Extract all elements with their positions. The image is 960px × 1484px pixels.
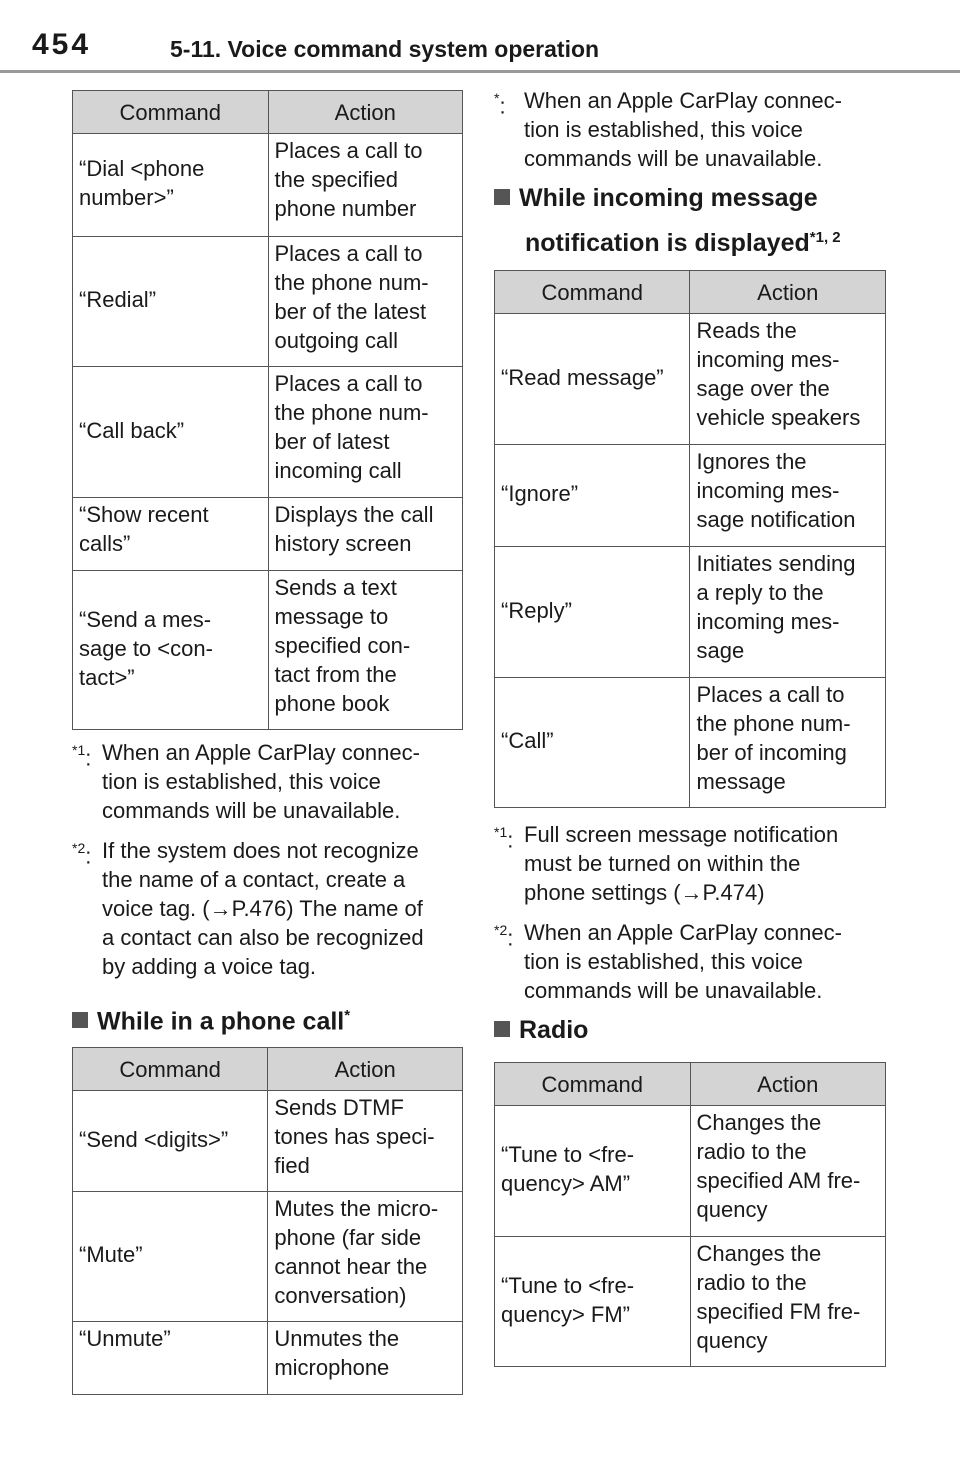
action-cell: Sends DTMF tones has speci- fied — [268, 1091, 463, 1192]
footnote-carplay: *: When an Apple CarPlay connec- tion is established, this voice commands will be unavailable. — [494, 86, 889, 173]
table-phone-call-commands — [72, 1047, 463, 1395]
command-cell: “Show recent calls” — [73, 498, 269, 571]
action-cell: Initiates sending a reply to the incoming mes- sage — [690, 547, 886, 678]
table-row — [495, 314, 886, 445]
section-heading-radio: Radio — [494, 1010, 588, 1050]
command-cell: “Unmute” — [73, 1322, 268, 1395]
footnote-1: $^{*1}$: Full screen message notification must be turned on within the phone settings (→P.474) — [494, 820, 889, 907]
table-row — [73, 134, 463, 237]
footnote-marker: *2 — [72, 840, 86, 856]
action-cell: Places a call to the phone num- ber of incoming message — [690, 678, 886, 808]
footnote-text: If the system does not recognize the name of a contact, create a voice tag. (→P.476) The name of a contact can also be recognized by adding a voice tag. — [102, 838, 424, 979]
command-cell: “Read message” — [495, 314, 690, 445]
footnote-2: $^{*2}$: If the system does not recognize the name of a contact, create a voice tag. (→P.476) The name of a contact can also be recognized by adding a voice tag. — [72, 836, 467, 981]
table-row — [495, 1237, 886, 1367]
table-row — [73, 498, 463, 571]
footnote-marker: *2 — [494, 922, 508, 938]
table-header-action: Action — [268, 91, 463, 134]
footnote-text: When an Apple CarPlay connec- tion is established, this voice commands will be unavailable. — [102, 740, 420, 823]
action-cell: Displays the call history screen — [268, 498, 463, 571]
square-bullet-icon — [72, 1012, 88, 1028]
footnote-2: $^{*2}$: When an Apple CarPlay connec- tion is established, this voice commands will be unavailable. — [494, 918, 889, 1005]
command-cell: “Reply” — [495, 547, 690, 678]
table-header-command: Command — [495, 271, 690, 314]
table-header-action: Action — [690, 1063, 886, 1106]
table-header-command: Command — [73, 1048, 268, 1091]
command-cell: “Send a mes- sage to <con- tact>” — [73, 571, 269, 730]
footnote-marker: *1 — [494, 824, 508, 840]
table-radio-commands — [494, 1062, 886, 1367]
table-row — [495, 678, 886, 808]
action-cell: Mutes the micro- phone (far side cannot hear the conversation) — [268, 1192, 463, 1322]
action-cell: Changes the radio to the specified FM fre- quency — [690, 1237, 886, 1367]
footnote-1: $^{*1}$: When an Apple CarPlay connec- tion is established, this voice commands will be unavailable. — [72, 738, 467, 825]
command-cell: “Mute” — [73, 1192, 268, 1322]
command-cell: “Call” — [495, 678, 690, 808]
action-cell: Reads the incoming mes- sage over the vehicle speakers — [690, 314, 886, 445]
page-number: 454 — [32, 28, 92, 61]
section-heading-incoming-message: While incoming message notification is displayed$^{*1, 2}$ — [494, 178, 841, 263]
table-incoming-message-commands — [494, 270, 886, 808]
action-cell: Places a call to the phone num- ber of latest incoming call — [268, 367, 463, 498]
footnote-text: When an Apple CarPlay connec- tion is established, this voice commands will be unavailable. — [524, 920, 842, 1003]
command-cell: “Tune to <fre- quency> AM” — [495, 1106, 691, 1237]
header-rule — [0, 70, 960, 73]
table-row — [495, 547, 886, 678]
table-row — [73, 1192, 463, 1322]
section-title: 5-11. Voice command system operation — [170, 36, 600, 62]
table-row — [495, 1106, 886, 1237]
action-cell: Places a call to the specified phone number — [268, 134, 463, 237]
table-row — [73, 367, 463, 498]
section-heading-phone-call: While in a phone call* — [72, 996, 350, 1041]
action-cell: Sends a text message to specified con- tact from the phone book — [268, 571, 463, 730]
table-call-commands — [72, 90, 463, 730]
footnote-marker: *1 — [72, 742, 86, 758]
page-header — [0, 0, 960, 80]
table-header-command: Command — [73, 91, 269, 134]
action-cell: Places a call to the phone num- ber of the latest outgoing call — [268, 237, 463, 367]
action-cell: Changes the radio to the specified AM fre- quency — [690, 1106, 886, 1237]
action-cell: Ignores the incoming mes- sage notification — [690, 445, 886, 547]
footnote-text: When an Apple CarPlay connec- tion is established, this voice commands will be unavailable. — [524, 88, 842, 171]
command-cell: “Ignore” — [495, 445, 690, 547]
square-bullet-icon — [494, 1021, 510, 1037]
square-bullet-icon — [494, 189, 510, 205]
table-row — [73, 237, 463, 367]
command-cell: “Call back” — [73, 367, 269, 498]
table-header-action: Action — [268, 1048, 463, 1091]
table-row — [73, 1322, 463, 1395]
table-header-command: Command — [495, 1063, 691, 1106]
command-cell: “Tune to <fre- quency> FM” — [495, 1237, 691, 1367]
footnote-text: Full screen message notification must be turned on within the phone settings (→P.474) — [524, 822, 839, 905]
footnote-marker: * — [494, 90, 500, 106]
table-row — [495, 445, 886, 547]
command-cell: “Send <digits>” — [73, 1091, 268, 1192]
command-cell: “Redial” — [73, 237, 269, 367]
table-row — [73, 571, 463, 730]
table-row — [73, 1091, 463, 1192]
table-header-action: Action — [690, 271, 886, 314]
action-cell: Unmutes the microphone — [268, 1322, 463, 1395]
command-cell: “Dial <phone number>” — [73, 134, 269, 237]
